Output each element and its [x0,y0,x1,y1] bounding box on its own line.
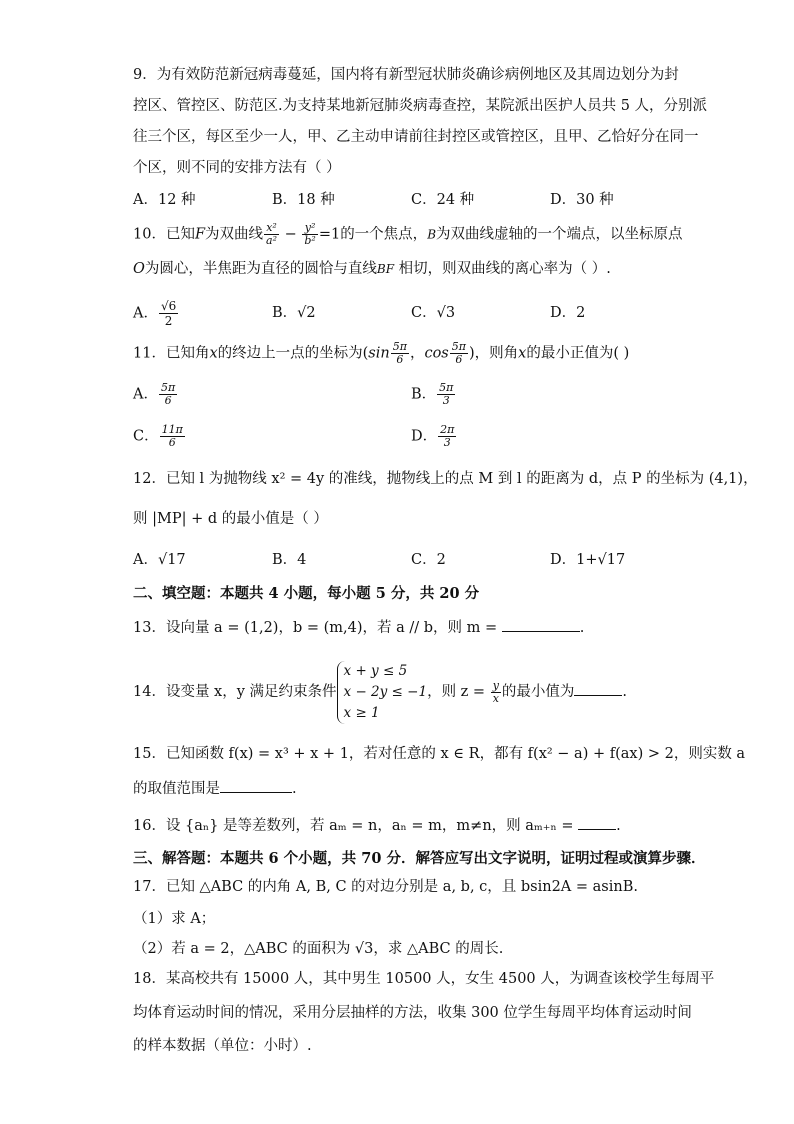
q10-option-a-num: √6 [160,299,177,313]
q12-option-d: D．1+√17 [550,552,626,568]
q9-option-b: B．18 种 [272,192,335,208]
q11-option-d-num: 2π [440,423,455,436]
q10-option-a [133,299,179,328]
q18-line-3: 的样本数据（单位：小时）. [133,1038,312,1054]
q10-var-bf: BF [376,262,395,276]
q11-frac2-den: 6 [455,353,463,366]
q13-end: . [579,620,585,636]
q11-option-b [411,382,456,407]
q14-text-2: 的最小值为 [501,684,575,700]
q11-text-3: 的最小正值为( ) [526,345,630,362]
section-3-heading: 三、解答题：本题共 6 个小题，共 70 分．解答应写出文字说明，证明过程或演算步骤． [133,850,706,867]
q10-option-a-den: 2 [164,314,173,328]
q11-option-c [133,424,186,449]
q14-text-1: ，则 z = [427,684,490,700]
q10-text-3: 为双曲线虚轴的一个端点，以坐标原点 [436,226,683,243]
q11-option-d-den: 3 [443,436,451,449]
q10-equals: =1 [318,226,341,243]
q11-option-b-num: 5π [439,381,454,394]
q14-constraint-3: x ≥ 1 [343,704,380,721]
q14-frac-den: x [492,691,499,705]
q17-line-2: （1）求 A； [133,911,216,927]
q11-option-a-den: 6 [164,394,172,407]
q13-answer-blank[interactable] [502,617,580,632]
q11-prefix: 11．已知角 [133,345,210,362]
q15-line-2 [133,778,297,800]
q14-end: . [622,684,628,700]
q10-var-o: O [133,261,145,277]
q12-option-b: B．4 [272,552,307,568]
section-2-heading: 二、填空题：本题共 4 小题，每小题 5 分，共 20 分 [133,585,480,602]
q15-text: 的取值范围是 [133,781,220,797]
q11-option-d-label: D． [411,428,438,445]
q11-line-1 [133,341,629,366]
q9-line-4: 个区，则不同的安排方法有（ ） [133,160,341,176]
q10-option-d: D．2 [550,305,586,321]
q10-line-1: 10．已知F为双曲线 $\frac{\text{x²}}{\text{a²}}$ − $\frac{\text{y²}}{\text{b²}}$ =1的一个焦点，B为双曲线虚轴的一个端点，以坐标原点 [133,221,683,247]
q11-cos: cos [424,345,449,362]
q18-line-2: 均体育运动时间的情况，采用分层抽样的方法，收集 300 位学生每周平均体育运动时间 [133,1005,692,1021]
q11-option-a [133,382,178,407]
q11-option-a-label: A． [133,386,158,403]
q11-option-c-num: 11π [161,423,183,436]
q10-fraction-x: $\frac{\text{x²}}{\text{a²}}$ [266,221,277,247]
q13-line [133,617,584,639]
q15-end: . [292,781,297,797]
q13-text: 13．设向量 a = (1,2)，b = (m,4)，若 a // b，则 m = [133,620,502,636]
q15-answer-blank[interactable] [220,778,292,793]
q14-prefix: 14．设变量 x，y 满足约束条件 [133,684,337,700]
q11-option-c-den: 6 [168,436,176,449]
q10-text-1: 为双曲线 [205,226,264,243]
q10-fraction-y: $\frac{\text{y²}}{\text{b²}}$ [304,221,316,247]
q11-comma: ， [409,345,425,362]
q11-sin: sin [368,345,390,362]
q12-option-c: C．2 [411,552,446,568]
q10-prefix: 10．已知 [133,226,195,243]
q9-option-a: A．12 种 [133,192,196,208]
q12-line-2: 则 |MP| + d 的最小值是（ ） [133,511,328,527]
q11-option-a-num: 5π [160,381,176,394]
q15-line-1: 15．已知函数 f(x) = x³ + x + 1，若对任意的 x ∈ R，都有 f(x² − a) + f(ax) > 2，则实数 a [133,746,746,762]
q18-line-1: 18．某高校共有 15000 人，其中男生 10500 人，女生 4500 人，为调查该校学生每周平 [133,971,715,987]
q11-var-x: x [209,345,218,362]
q9-line-3: 往三个区，每区至少一人，甲、乙主动申请前往封控区或管控区，且甲、乙恰好分在同一 [133,129,699,145]
q14-constraint-1: x + y ≤ 5 [343,662,408,679]
q12-line-1: 12．已知 l 为抛物线 x² = 4y 的准线，抛物线上的点 M 到 l 的距离为 d，点 P 的坐标为 (4,1)， [133,471,758,487]
q11-option-c-label: C． [133,428,159,445]
q16-answer-blank[interactable] [578,815,616,830]
q9-line-1: 9．为有效防范新冠病毒蔓延，国内将有新型冠状肺炎确诊病例地区及其周边划分为封 [133,67,679,83]
q14-constraint-2: x − 2y ≤ −1 [343,683,428,700]
q10-line-2 [133,258,611,280]
q12-option-a: A．√17 [133,552,186,568]
q14-constraint-system [337,661,428,724]
q10-option-c: C．√3 [411,305,456,321]
q10-var-b: B [427,227,437,242]
q11-text-2: )，则角 [468,345,519,362]
q10-text-2: 的一个焦点， [340,226,428,243]
q9-line-2: 控区、管控区、防范区.为支持某地新冠肺炎病毒查控，某院派出医护人员共 5 人，分别派 [133,98,708,114]
q11-option-d [411,424,457,449]
q10-text-5: 相切，则双曲线的离心率为（ ）. [394,261,611,277]
q11-frac1-num: 5π [392,340,407,353]
q11-option-b-label: B． [411,386,437,403]
q16-end: . [616,818,621,834]
q11-frac2-num: 5π [451,340,466,353]
q14-line [133,660,627,724]
q17-line-1: 17．已知 △ABC 的内角 A, B, C 的对边分别是 a, b, c，且 bsin2A = asinB. [133,879,638,895]
q10-var-f: F [194,226,206,243]
q10-option-a-label: A． [133,305,158,322]
q9-option-d: D．30 种 [550,192,614,208]
q10-text-4: 为圆心，半焦距为直径的圆恰与直线 [144,261,377,277]
q14-answer-blank[interactable] [574,681,622,696]
q14-frac-num: y [492,678,499,692]
q11-var-x2: x [518,345,527,362]
q9-option-c: C．24 种 [411,192,475,208]
q11-text-1: 的终边上一点的坐标为( [217,345,369,362]
q11-frac1-den: 6 [396,353,404,366]
q16-text: 16．设 {aₙ} 是等差数列，若 aₘ = n，aₙ = m，m≠n，则 aₘ₊ₙ = [133,818,579,834]
q10-option-b: B．√2 [272,305,316,321]
q11-option-b-den: 3 [442,394,450,407]
q16-line [133,815,621,837]
q17-line-3: （2）若 a = 2，△ABC 的面积为 √3，求 △ABC 的周长. [133,941,504,957]
